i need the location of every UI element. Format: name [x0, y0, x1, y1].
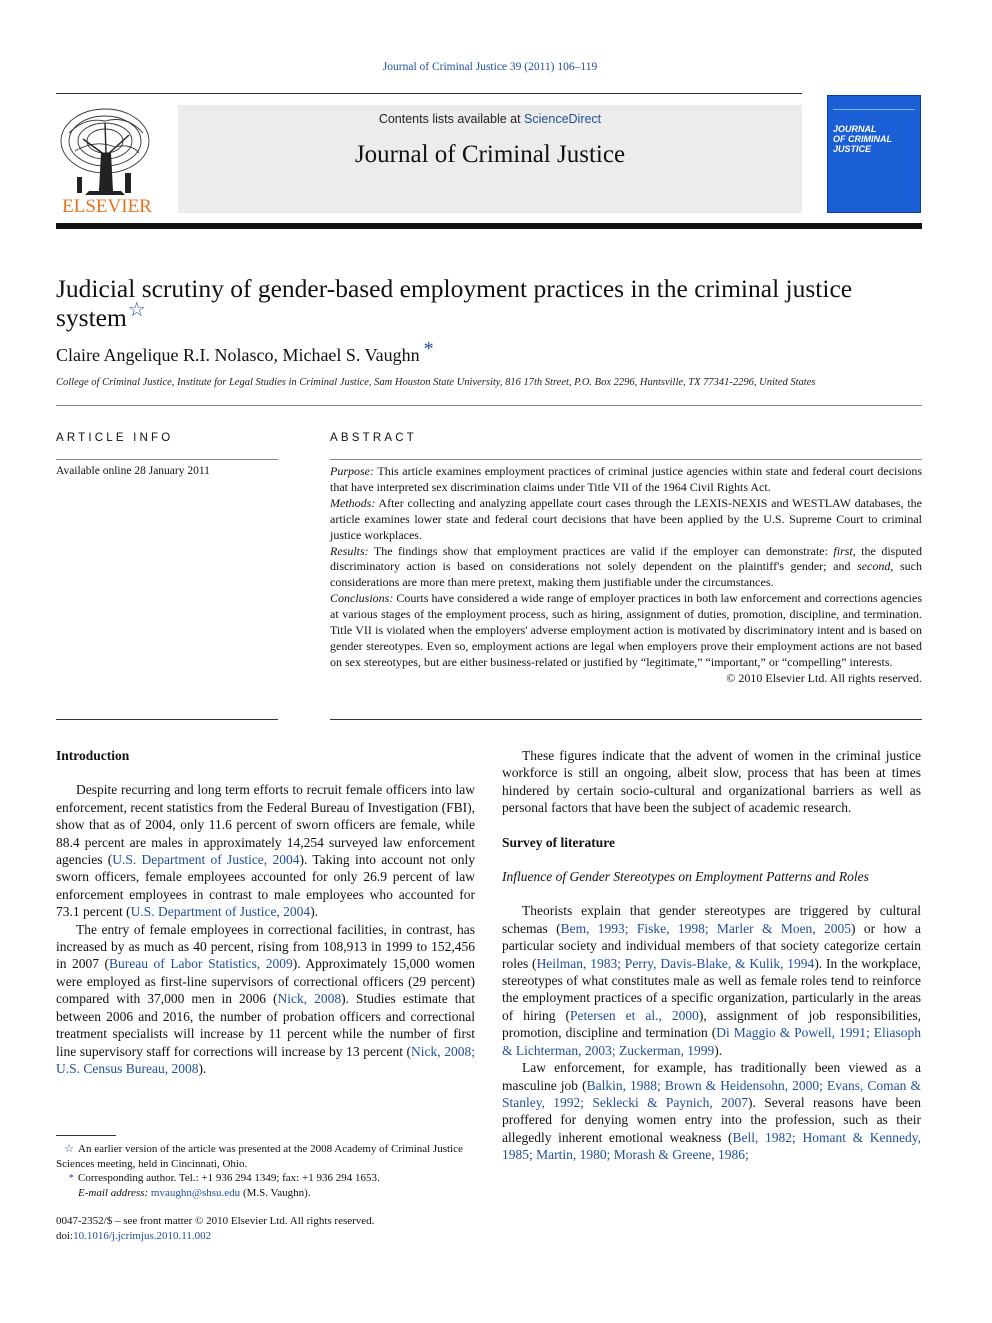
- citation-link[interactable]: Bem, 1993; Fiske, 1998; Marler & Moen, 2005: [560, 920, 852, 936]
- header-top-rule: [56, 93, 802, 94]
- doi-prefix: doi:: [56, 1229, 74, 1242]
- info-top-rule: [56, 405, 922, 406]
- corresponding-author-mark[interactable]: *: [423, 338, 434, 360]
- journal-header-box: [178, 105, 802, 213]
- results-text-2: the disputed discriminatory action is based on considerations not solely dependent on the plaintiff's gender; and: [330, 543, 923, 574]
- p1-text-a: Despite recurring and long term efforts to recruit female officers into law enforcement, recent statistics from the Federal Bureau of Investigation (FBI), show that as of 2004, only 11.6 percent of sworn officers are female, while 88.4 percent are males in approximately 14,254 surveyed law enforcement agencies (: [56, 782, 475, 868]
- elsevier-logo: [55, 103, 159, 215]
- p5-text-b: ). Several reasons have been proffered for denying women entry into the profession, such as their allegedly inherent emotional weakness (: [502, 1094, 921, 1145]
- survey-paragraph-2: [502, 1059, 921, 1163]
- p4-text-e: ).: [714, 1042, 723, 1058]
- author-list: [56, 338, 434, 367]
- cover-header-stripe: [833, 101, 915, 110]
- email-label: E-mail address:: [78, 1186, 149, 1199]
- footnote-email: [56, 1186, 475, 1201]
- purpose-label: Purpose:: [330, 464, 374, 478]
- email-owner: (M.S. Vaughn).: [240, 1186, 311, 1199]
- contents-line: [178, 112, 802, 126]
- p2-text-d: ).: [198, 1060, 207, 1076]
- abstract-results: [330, 544, 922, 592]
- citation-link[interactable]: Bell, 1982; Homant & Kennedy, 1985; Martin, 1980; Morash & Greene, 1986;: [502, 1129, 921, 1163]
- abstract-purpose: [330, 464, 922, 496]
- footnote-rule: [56, 1135, 116, 1136]
- conclusions-label: Conclusions:: [330, 591, 394, 606]
- p5-text-a: Law enforcement, for example, has traditionally been viewed as a masculine job (: [502, 1060, 921, 1093]
- cover-title: JOURNAL OF CRIMINAL JUSTICE: [833, 124, 892, 154]
- doi-link[interactable]: 10.1016/j.jcrimjus.2010.11.002: [73, 1229, 212, 1242]
- article-title-text: Judicial scrutiny of gender-based employment practices in the criminal justice system: [56, 274, 853, 332]
- citation-link[interactable]: U.S. Department of Justice, 2004: [112, 852, 300, 868]
- citation-link[interactable]: Balkin, 1988; Brown & Heidensohn, 2000; Evans, Coman & Stanley, 1992; Seklecki & Paynich, 2007: [502, 1077, 921, 1110]
- author-names: Claire Angelique R.I. Nolasco, Michael S. Vaughn: [56, 345, 420, 365]
- purpose-text: This article examines employment practices of criminal justice agencies within state and federal court decisions that have interpreted sex discrimination claims under Title VII of the 1964 Civil Rights Act.: [330, 464, 922, 494]
- abstract-copyright: © 2010 Elsevier Ltd. All rights reserved.: [726, 670, 922, 685]
- body-column-left: [56, 747, 475, 1077]
- footnote-2-text: Corresponding author. Tel.: +1 936 294 1349; fax: +1 936 294 1653.: [78, 1172, 380, 1185]
- body-column-right: [502, 747, 921, 1164]
- abstract-rule: [330, 459, 922, 460]
- title-footnote-star-icon[interactable]: ☆: [127, 299, 146, 321]
- citation-link[interactable]: Nick, 2008: [277, 991, 342, 1007]
- p4-text-d: ), assignment of job responsibilities, promotion, discipline and termination (: [502, 1007, 921, 1041]
- footnote-1: [56, 1142, 475, 1171]
- citation-link[interactable]: Bureau of Labor Statistics, 2009: [109, 956, 293, 972]
- abstract-body: [330, 464, 922, 687]
- p1-text-c: ).: [310, 904, 319, 920]
- journal-cover-thumbnail[interactable]: [827, 95, 921, 213]
- survey-heading: Survey of literature: [502, 834, 615, 850]
- p2-text-a: The entry of female employees in correctional facilities, in contrast, has increased by as much as 40 percent, rising from 108,913 in 1999 to 152,456 in 2007 (: [56, 921, 475, 972]
- header-thick-rule: [56, 223, 922, 229]
- citation-link[interactable]: Heilman, 1983; Perry, Davis-Blake, & Kulik, 1994: [536, 955, 815, 971]
- p2-text-b: ). Approximately 15,000 women were employed as first-line supervisors of correctional officers (29 percent) compared with 37,000 men in 2006 (: [56, 956, 476, 1007]
- intro-paragraph-3: These figures indicate that the advent of women in the criminal justice workforce is still an ongoing, albeit slow, process that has been at times hindered by certain socio-cultural and organizational barriers as well as personal factors that have been the subject of academic research.: [502, 748, 921, 816]
- elsevier-tree-icon: [55, 103, 159, 215]
- article-info-rule: [56, 459, 278, 460]
- footnote-star-icon: ☆: [64, 1143, 74, 1155]
- methods-label: Methods:: [330, 495, 376, 510]
- intro-paragraph-2: [56, 921, 475, 1078]
- introduction-heading: Introduction: [56, 748, 130, 763]
- conclusions-text: Courts have considered a wide range of employer practices in both law enforcement and corrections agencies at various stages of the employment process, such as hiring, assignment of duties, promotion, discipline, and termination. Title VII is violated when the employers' adverse employment action is motivated by discriminatory intent and is based on gender stereotypes. Even so, employment actions are legal when employers prove their employment actions are not based on sex stereotypes, but are either business-related or justified by “legitimate,” “important,” or “compelling” interests.: [330, 591, 922, 669]
- footnote-2: [56, 1171, 475, 1186]
- article-title: [56, 274, 856, 335]
- p4-text-c: ). In the workplace, stereotypes of what constitutes male as well as female roles tend to reinforce the employment practices of a specific organization, particularly in the areas of hiring (: [502, 955, 921, 1023]
- p4-text-b: ) or how a particular society and individual members of that society categorize certain roles (: [502, 920, 922, 971]
- abstract-methods: [330, 496, 922, 544]
- issn-line: 0047-2352/$ – see front matter © 2010 Elsevier Ltd. All rights reserved.: [56, 1215, 375, 1227]
- citation-link[interactable]: Di Maggio & Powell, 1991; Eliasoph & Lichterman, 2003; Zuckerman, 1999: [502, 1025, 921, 1058]
- results-first: first,: [833, 543, 856, 558]
- author-affiliation: College of Criminal Justice, Institute for Legal Studies in Criminal Justice, Sam Houston State University, 816 17th Street, P.O. Box 2296, Huntsville, TX 77341-2296, United States: [56, 377, 816, 388]
- results-text-1: The findings show that employment practices are valid if the employer can demonstrate:: [368, 543, 834, 558]
- footnote-asterisk: *: [68, 1172, 74, 1185]
- p1-text-b: ). Taking into account not only sworn officers, female employees accounted for only 26.9 percent of law enforcement employees in contrast to male employees who accounted for 73.1 percent (: [56, 852, 476, 920]
- article-info-heading: ARTICLE INFO: [56, 432, 174, 444]
- abstract-conclusions: [330, 591, 922, 671]
- article-info-end-rule: [56, 719, 278, 720]
- available-online-date: Available online 28 January 2011: [56, 465, 210, 477]
- abstract-end-rule: [330, 719, 922, 720]
- journal-reference[interactable]: Journal of Criminal Justice 39 (2011) 106–119: [382, 61, 598, 73]
- results-text-3: such considerations are more than mere pretext, making them justifiable under the circumstances.: [330, 559, 922, 590]
- results-label: Results:: [330, 543, 369, 558]
- doi-line: [56, 1229, 475, 1244]
- front-matter: [56, 1214, 475, 1243]
- p2-text-c: ). Studies estimate that between 2006 and 2016, the number of probation officers and correctional treatment specialists will increase by 11 percent while the number of first line supervisory staff for corrections will increase by 13 percent (: [56, 991, 475, 1059]
- intro-paragraph-1: [56, 781, 475, 920]
- citation-link[interactable]: Nick, 2008; U.S. Census Bureau, 2008: [56, 1043, 475, 1076]
- footnotes: [56, 1142, 475, 1200]
- contents-prefix: Contents lists available at: [378, 112, 525, 126]
- subsection-heading: Influence of Gender Stereotypes on Employment Patterns and Roles: [502, 869, 869, 885]
- citation-link[interactable]: Petersen et al., 2000: [569, 1007, 699, 1023]
- elsevier-wordmark: ELSEVIER: [62, 196, 152, 215]
- p4-text-a: Theorists explain that gender stereotypes are triggered by cultural schemas (: [502, 903, 921, 936]
- results-second: second,: [857, 559, 894, 574]
- citation-link[interactable]: U.S. Department of Justice, 2004: [130, 904, 311, 920]
- sciencedirect-link[interactable]: ScienceDirect: [524, 112, 602, 126]
- abstract-heading: ABSTRACT: [330, 432, 417, 444]
- footnote-1-text: An earlier version of the article was presented at the 2008 Academy of Criminal Justice Sciences meeting, held in Cincinnati, Ohio.: [56, 1143, 463, 1170]
- methods-text: After collecting and analyzing appellate court cases through the LEXIS-NEXIS and WESTLAW databases, the article examines lower state and federal court decisions that have been applied by the U.S. Supreme Court to criminal justice workplaces.: [330, 495, 922, 542]
- email-link[interactable]: mvaughn@shsu.edu: [150, 1186, 241, 1199]
- survey-paragraph-1: [502, 902, 921, 1059]
- journal-title: Journal of Criminal Justice: [354, 141, 626, 168]
